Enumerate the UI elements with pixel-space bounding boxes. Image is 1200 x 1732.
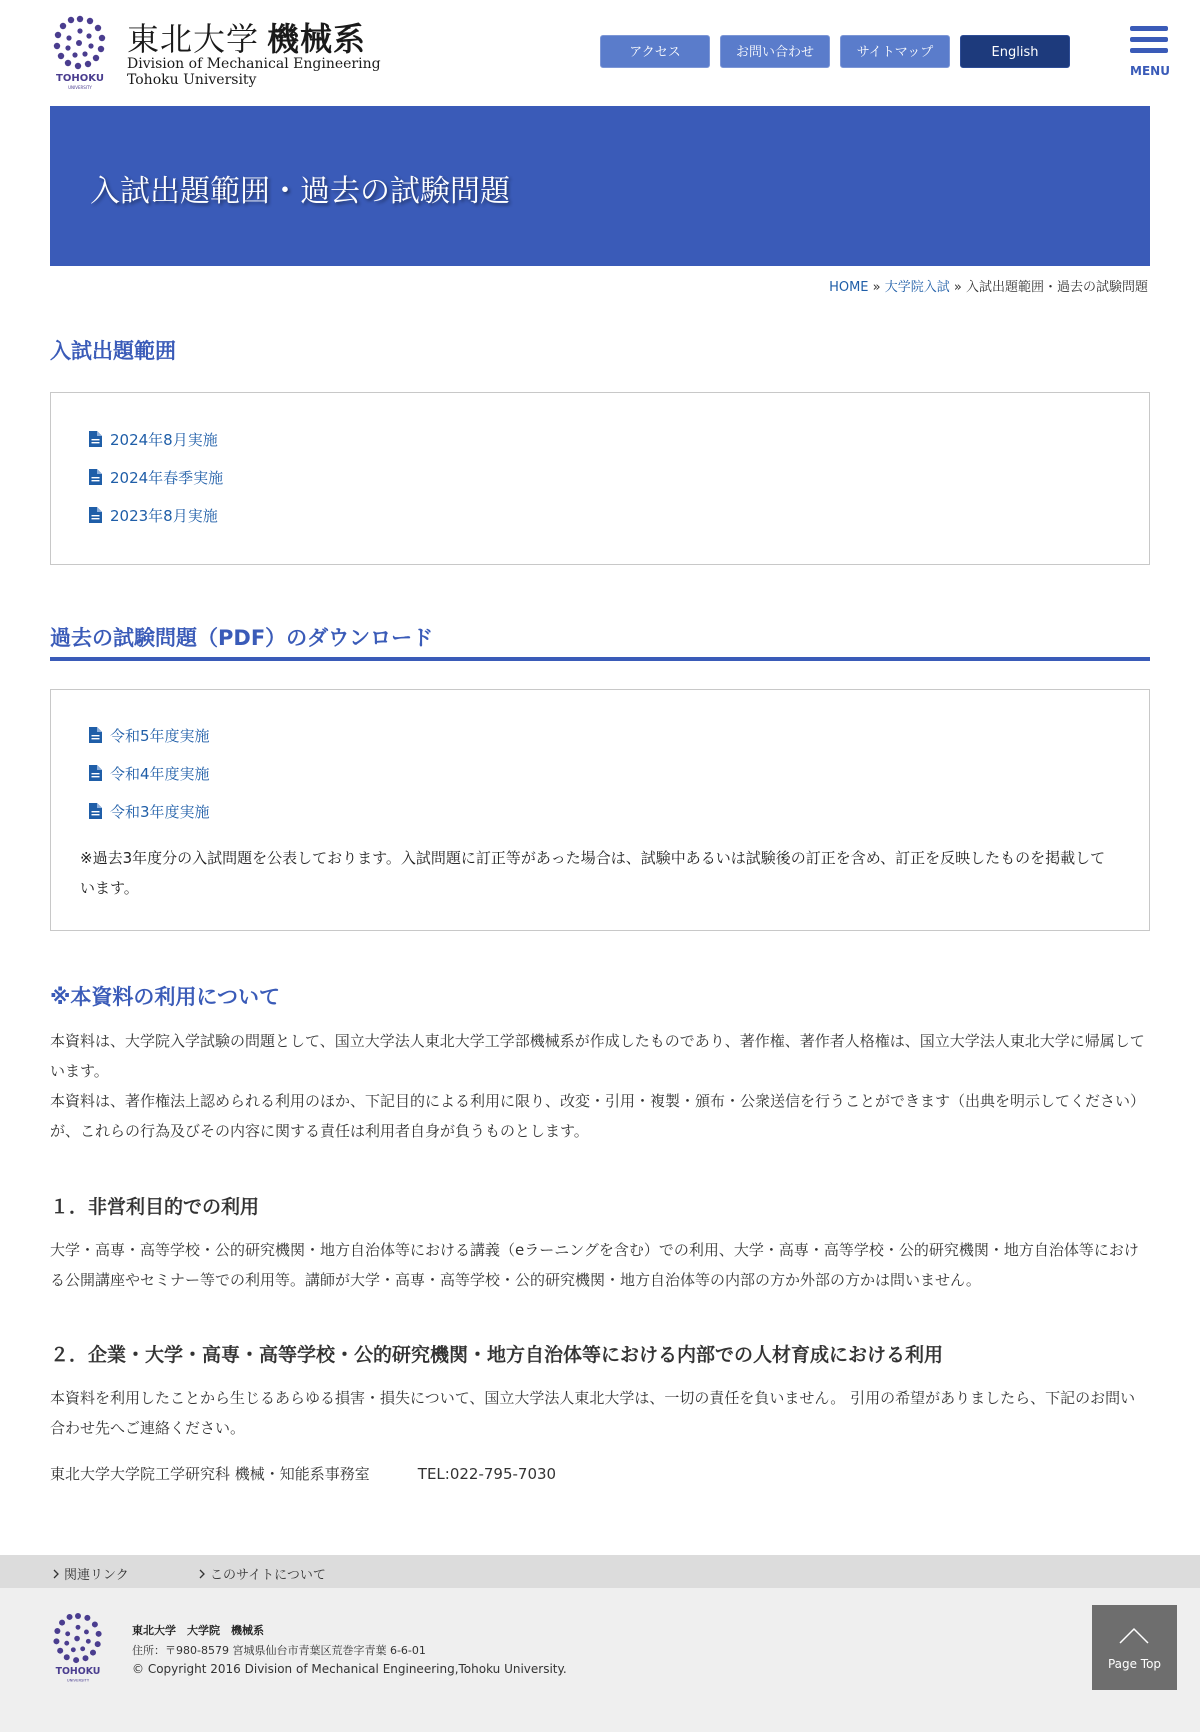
past-exams-box (50, 689, 1150, 931)
breadcrumb-separator: » (868, 280, 885, 295)
footer-copyright: © Copyright 2016 Division of Mechanical Engineering,Tohoku University. (132, 1662, 567, 1676)
footer-link-about[interactable] (198, 1564, 326, 1583)
past-exam-link-label: 令和3年度実施 (110, 803, 210, 821)
document-icon (89, 469, 102, 485)
exam-scope-link-label: 2024年春季実施 (110, 469, 224, 487)
past-exam-link[interactable] (89, 725, 210, 746)
logo-name: 東北大学 (127, 20, 260, 58)
past-exams-note: ※過去3年度分の入試問題を公表しております。入試問題に訂正等があった場合は、試験中あるいは試験後の訂正を含め、訂正を反映したものを掲載しています。 (80, 849, 1106, 897)
logo-sub-line-2: Tohoku University (127, 72, 257, 88)
exam-scope-link-label: 2023年8月実施 (110, 507, 218, 525)
footer-links-bar (0, 1555, 1200, 1588)
menu-icon-bar (1130, 48, 1168, 53)
usage-subtitle-noncommercial: １．非営利目的での利用 (50, 1196, 260, 1218)
menu-icon (1130, 26, 1168, 31)
document-icon (89, 727, 102, 743)
exam-scope-link-label: 2024年8月実施 (110, 431, 218, 449)
breadcrumb-current: 入試出題範囲・過去の試験問題 (965, 280, 1148, 295)
usage-paragraph-2: 本資料は、著作権法上認められる利用のほか、下記目的による利用に限り、改変・引用・複製・頒布・公衆送信を行うことができます（出典を明示してください）が、これらの行為及びその内容に関する責任は利用者自身が負うものとします。 (50, 1092, 1146, 1140)
section-title-past-exams: 過去の試験問題（PDF）のダウンロード (50, 626, 434, 650)
site-logo-title[interactable] (127, 14, 366, 60)
emblem-text: TOHOKU (56, 73, 104, 84)
logo-subtitle (127, 56, 381, 88)
footer-link-label: このサイトについて (210, 1568, 326, 1583)
usage-subtitle-internal-training: ２．企業・大学・高専・高等学校・公的研究機関・地方自治体等における内部での人材育成における利用 (50, 1344, 944, 1366)
contact-tel: TEL:022-795-7030 (417, 1465, 557, 1483)
document-icon (89, 507, 102, 523)
exam-scope-box (50, 392, 1150, 565)
document-icon (89, 803, 102, 819)
university-emblem-logo[interactable] (48, 11, 112, 91)
document-icon (89, 431, 102, 447)
footer-emblem-text: TOHOKU (55, 1666, 101, 1678)
past-exam-link[interactable] (89, 801, 210, 822)
breadcrumb-home-link[interactable]: HOME (829, 280, 869, 295)
site-footer (0, 1588, 1200, 1732)
nav-access-button[interactable]: アクセス (600, 35, 710, 68)
contact-info (50, 1459, 1150, 1489)
exam-scope-link[interactable] (89, 467, 223, 488)
section-title-exam-scope: 入試出題範囲 (50, 339, 176, 363)
usage-noncommercial-text: 大学・高専・高等学校・公的研究機関・地方自治体等における講義（eラーニングを含む）での利用、大学・高専・高等学校・公的研究機関・地方自治体等における公開講座やセミナー等での利用等。講師が大学・高専・高等学校・公的研究機関・地方自治体等の内部の方か外部の方かは問いません。 (50, 1241, 1139, 1289)
document-icon (89, 765, 102, 781)
past-exam-link[interactable] (89, 763, 210, 784)
section-title-underline (50, 657, 1150, 661)
past-exam-link-label: 令和4年度実施 (110, 765, 210, 783)
menu-icon-bar (1130, 37, 1168, 42)
footer-emblem-logo[interactable] (48, 1608, 108, 1684)
chevron-right-icon (198, 1569, 206, 1579)
usage-paragraph-1: 本資料は、大学院入学試験の問題として、国立大学法人東北大学工学部機械系が作成したものであり、著作権、著作者人格権は、国立大学法人東北大学に帰属しています。 (50, 1032, 1145, 1080)
site-header (0, 0, 1200, 106)
emblem-subtext: UNIVERSITY (68, 85, 92, 90)
breadcrumb-parent-link[interactable]: 大学院入試 (884, 280, 950, 295)
logo-sub-line-1: Division of Mechanical Engineering (127, 56, 381, 72)
chevron-up-icon (1118, 1625, 1150, 1645)
page-top-button[interactable] (1092, 1605, 1177, 1690)
footer-link-related[interactable] (52, 1564, 129, 1583)
page-hero-banner (50, 106, 1150, 266)
chevron-right-icon (52, 1569, 60, 1579)
contact-office: 東北大学大学院工学研究科 機械・知能系事務室 (50, 1465, 370, 1483)
footer-emblem-subtext: UNIVERSITY (66, 1678, 90, 1683)
menu-label: MENU (1130, 64, 1170, 78)
nav-english-button[interactable]: English (960, 35, 1070, 68)
past-exam-link-label: 令和5年度実施 (110, 727, 210, 745)
footer-address: 住所：〒980-8579 宮城県仙台市青葉区荒巻字青葉 6-6-01 (132, 1644, 426, 1657)
logo-division: 機械系 (267, 20, 367, 58)
usage-internal-training-text: 本資料を利用したことから生じるあらゆる損害・損失について、国立大学法人東北大学は、一切の責任を負いません。 引用の希望がありましたら、下記のお問い合わせ先へご連絡ください。 (50, 1389, 1136, 1437)
page-top-label: Page Top (1107, 1657, 1162, 1671)
section-title-usage: ※本資料の利用について (50, 985, 280, 1009)
nav-contact-button[interactable]: お問い合わせ (720, 35, 830, 68)
breadcrumb (829, 276, 1148, 295)
exam-scope-link[interactable] (89, 429, 218, 450)
footer-org-name: 東北大学 大学院 機械系 (132, 1624, 264, 1637)
nav-sitemap-button[interactable]: サイトマップ (840, 35, 950, 68)
menu-button[interactable] (1128, 26, 1172, 82)
footer-link-label: 関連リンク (64, 1568, 129, 1583)
breadcrumb-separator: » (949, 280, 966, 295)
exam-scope-link[interactable] (89, 505, 218, 526)
page-title: 入試出題範囲・過去の試験問題 (90, 174, 510, 209)
